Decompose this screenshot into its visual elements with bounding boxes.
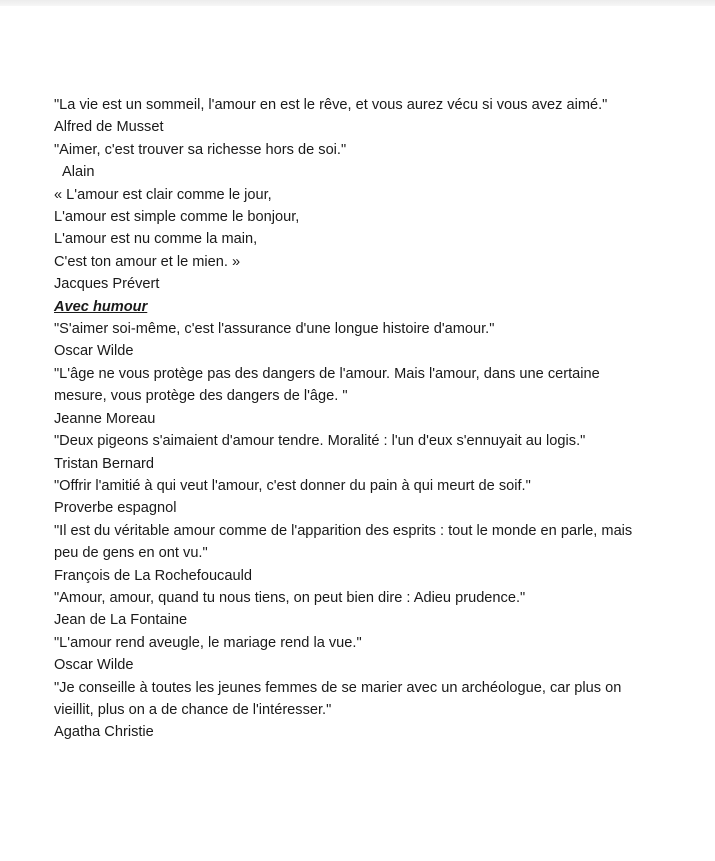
quote-line: vieillit, plus on a de chance de l'intéresser.": [54, 701, 332, 718]
author-line: Oscar Wilde: [54, 657, 134, 674]
author-line: Jean de La Fontaine: [54, 612, 188, 629]
author-line: Alain: [62, 164, 95, 181]
section-heading: Avec humour: [54, 298, 148, 315]
author-line: François de La Rochefoucauld: [54, 567, 252, 584]
quote-line: "La vie est un sommeil, l'amour en est le rêve, et vous aurez vécu si vous avez aimé.": [54, 97, 608, 113]
quote-line: "Aimer, c'est trouver sa richesse hors de soi.": [54, 141, 347, 158]
quote-line: "Offrir l'amitié à qui veut l'amour, c'est donner du pain à qui meurt de soif.": [54, 477, 531, 494]
quote-line: « L'amour est clair comme le jour,: [54, 186, 272, 203]
author-line: Proverbe espagnol: [54, 500, 177, 517]
quote-line: "Deux pigeons s'aimaient d'amour tendre. Moralité : l'un d'eux s'ennuyait au logis.": [54, 433, 586, 450]
quote-line: "Je conseille à toutes les jeunes femmes de se marier avec un archéologue, car plus on: [54, 679, 622, 696]
quote-line: L'amour est nu comme la main,: [54, 231, 258, 248]
author-line: Tristan Bernard: [54, 455, 155, 472]
author-line: Jeanne Moreau: [54, 410, 156, 427]
quote-line: "L'âge ne vous protège pas des dangers de l'amour. Mais l'amour, dans une certaine: [54, 365, 600, 382]
author-line: Alfred de Musset: [54, 119, 164, 136]
quote-line: "L'amour rend aveugle, le mariage rend la vue.": [54, 634, 362, 651]
quote-line: L'amour est simple comme le bonjour,: [54, 209, 300, 226]
quote-line: "Il est du véritable amour comme de l'apparition des esprits : tout le monde en parle, mais: [54, 522, 633, 539]
quote-line: "S'aimer soi-même, c'est l'assurance d'une longue histoire d'amour.": [54, 321, 495, 338]
author-line: Agatha Christie: [54, 724, 154, 741]
quote-line: mesure, vous protège des dangers de l'âge. ": [54, 388, 348, 405]
author-line: Oscar Wilde: [54, 343, 134, 360]
quote-line: C'est ton amour et le mien. »: [54, 253, 241, 270]
author-line: Jacques Prévert: [54, 276, 160, 293]
page-top-edge: [0, 0, 715, 6]
quote-line: peu de gens en ont vu.": [54, 545, 208, 562]
document-page: [54, 94, 694, 744]
quote-line: "Amour, amour, quand tu nous tiens, on peut bien dire : Adieu prudence.": [54, 589, 526, 606]
